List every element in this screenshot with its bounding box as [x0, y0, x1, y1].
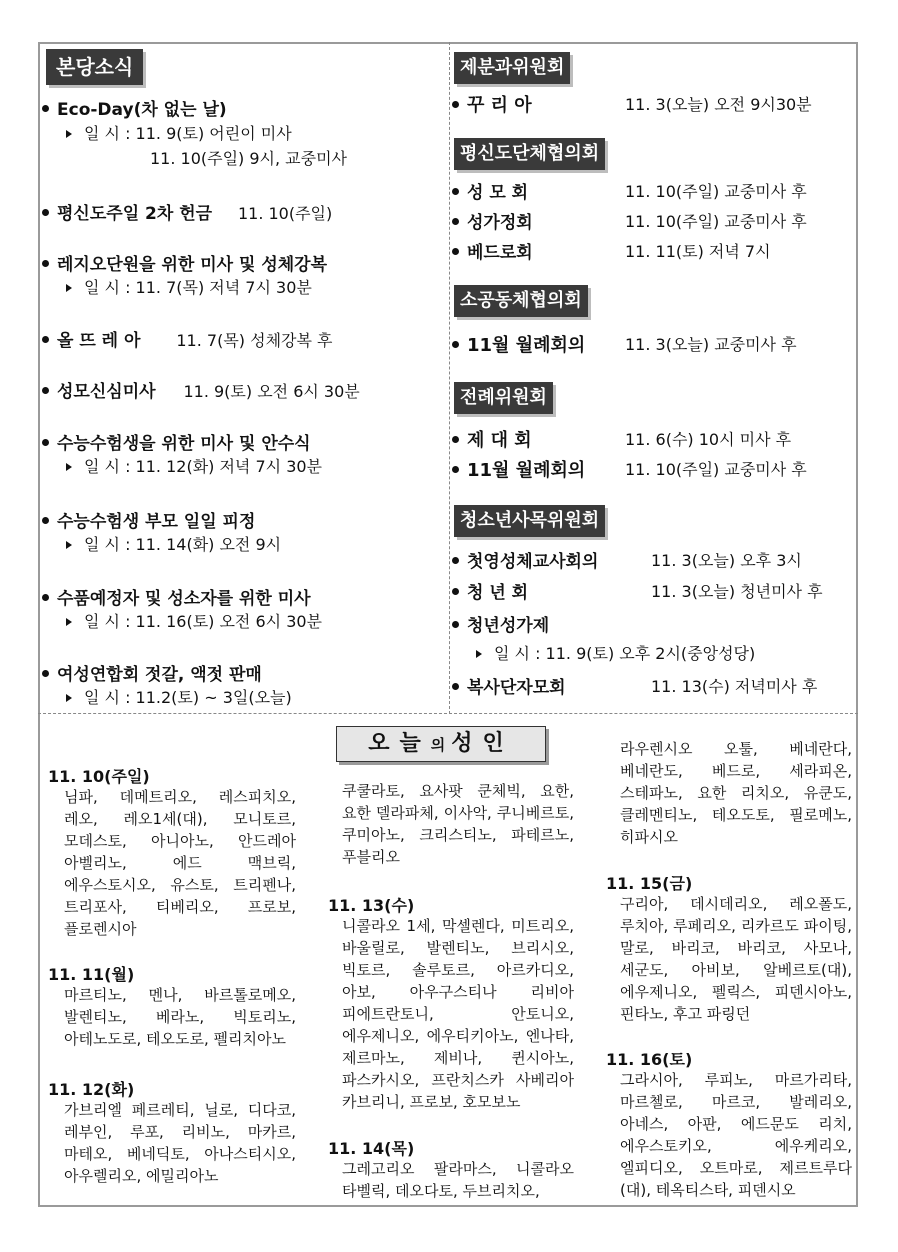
bullet-icon	[452, 683, 459, 690]
saint-names: 그라시아, 루피노, 마르가리타, 마르첼로, 마르코, 발레리오, 아네스, 아판, 에드문도 리치, 에우스토키오, 에우케리오, 엘피디오, 오트마로, 제르트루다(대), 테옥티스타, 피덴시오	[620, 1071, 852, 1199]
bullet-icon	[452, 588, 459, 595]
parish-item-exam-mass: 수능수험생을 위한 미사 및 안수식	[42, 429, 311, 454]
bullet-icon	[42, 387, 49, 394]
saint-names: 그레고리오 팔라마스, 니콜라오 타벨릭, 데오다토, 두브리치오,	[342, 1160, 574, 1200]
saint-date: 11. 15(금)	[606, 874, 693, 893]
bullet-icon	[452, 436, 459, 443]
committee-row: 제 대 회	[452, 426, 532, 452]
committee-row: 청 년 회	[452, 578, 528, 603]
triangle-bullet-icon	[66, 541, 72, 549]
item-sub: 일 시 : 11. 7(목) 저녁 7시 30분	[66, 275, 312, 298]
committee-header: 평신도단체협의회	[454, 138, 605, 170]
parish-item-women-sale: 여성연합회 젓갈, 액젓 판매	[42, 660, 262, 685]
item-value: 11. 9(토) 오전 6시 30분	[183, 382, 360, 401]
saint-date: 11. 16(토)	[606, 1050, 693, 1069]
committee-header: 청소년사목위원회	[454, 505, 605, 537]
committee-row-sub: 일 시 : 11. 9(토) 오후 2시(중앙성당)	[476, 641, 755, 664]
triangle-bullet-icon	[66, 618, 72, 626]
item-sub: 일 시 : 11. 9(토) 어린이 미사	[66, 121, 292, 144]
committee-row-value: 11. 3(오늘) 청년미사 후	[651, 582, 823, 601]
committee-header: 소공동체협의회	[454, 285, 588, 317]
committee-row: 성가정회	[452, 208, 533, 233]
committee-row: 베드로회	[452, 238, 533, 263]
committee-row-value: 11. 6(수) 10시 미사 후	[625, 430, 792, 449]
parish-item-laity-sunday: 평신도주일 2차 헌금 11. 10(주일)	[42, 199, 332, 224]
parish-item-parents-retreat: 수능수험생 부모 일일 피정	[42, 507, 255, 532]
committee-row-value: 11. 3(오늘) 오후 3시	[651, 551, 802, 570]
saint-date: 11. 12(화)	[48, 1080, 135, 1099]
triangle-bullet-icon	[476, 650, 482, 658]
committee-header: 전례위원회	[454, 382, 553, 414]
parish-item-marian-mass: 성모신심미사 11. 9(토) 오전 6시 30분	[42, 377, 360, 402]
committee-row-value: 11. 13(수) 저녁미사 후	[651, 677, 818, 696]
committee-row: 11월 월례회의	[452, 331, 585, 357]
committee-row: 청년성가제	[452, 611, 549, 636]
item-value: 11. 10(주일)	[237, 204, 333, 223]
committee-row-value: 11. 10(주일) 교중미사 후	[625, 212, 807, 231]
item-sub: 일 시 : 11. 16(토) 오전 6시 30분	[66, 609, 322, 632]
committee-row: 11월 월례회의	[452, 456, 585, 482]
committee-row-value: 11. 10(주일) 교중미사 후	[625, 182, 807, 201]
committee-row-value: 11. 10(주일) 교중미사 후	[625, 460, 807, 479]
saint-names: 쿠쿨라토, 요사팟 쿤체빅, 요한, 요한 델라파체, 이사악, 쿠니베르토, 쿠미아노, 크리스티노, 파테르노, 푸블리오	[342, 782, 574, 866]
triangle-bullet-icon	[66, 130, 72, 138]
triangle-bullet-icon	[66, 694, 72, 702]
saint-date: 11. 11(월)	[48, 965, 135, 984]
saint-names: 마르티노, 멘나, 바르톨로메오, 발렌티노, 베라노, 빅토리노, 아테노도로, 테오도로, 펠리치아노	[64, 986, 296, 1048]
parish-item-legio-mass: 레지오단원을 위한 미사 및 성체강복	[42, 250, 327, 275]
item-title: Eco-Day(차 없는 날)	[57, 100, 227, 120]
committee-row: 첫영성체교사회의	[452, 547, 598, 572]
saint-date: 11. 10(주일)	[48, 767, 150, 786]
bullet-icon	[452, 557, 459, 564]
bullet-icon	[452, 621, 459, 628]
triangle-bullet-icon	[66, 463, 72, 471]
parish-item-eco-day	[42, 95, 227, 120]
saint-names: 라우렌시오 오툴, 베네란다, 베네란도, 베드로, 세라피온, 스테파노, 요한 리치오, 유쿤도, 클레멘티노, 테오도토, 필로메노, 히파시오	[620, 740, 852, 846]
item-value: 11. 7(목) 성체강복 후	[176, 331, 333, 350]
bullet-icon	[42, 439, 49, 446]
committee-row: 꾸 리 아	[452, 91, 532, 117]
saint-names: 니콜라오 1세, 막셀렌다, 미트리오, 바울릴로, 발렌티노, 브리시오, 빅토르, 솔루토르, 아르카디오, 아보, 아우구스티나 리비아 피에트란토니, 안토니오, 에우제니오, 에우티키아노, 엔나타, 제르마노, 제비나, 퀸시아노, 파스카시오, 프란치스카 사베리아 카브리니, 프로보, 호모보노	[342, 917, 574, 1111]
parish-item-vocation-mass: 수품예정자 및 성소자를 위한 미사	[42, 584, 311, 609]
committee-row-value: 11. 3(오늘) 교중미사 후	[625, 335, 797, 354]
parish-news-header: 본당소식	[46, 49, 143, 85]
bullet-icon	[42, 594, 49, 601]
bullet-icon	[42, 517, 49, 524]
bullet-icon	[452, 101, 459, 108]
item-sub: 일 시 : 11. 14(화) 오전 9시	[66, 532, 281, 555]
bullet-icon	[42, 260, 49, 267]
bullet-icon	[452, 341, 459, 348]
bullet-icon	[42, 336, 49, 343]
bullet-icon	[452, 218, 459, 225]
saint-date: 11. 14(목)	[328, 1139, 415, 1158]
saint-names: 님파, 데메트리오, 레스피치오, 레오, 레오1세(대), 모니토르, 모데스토, 아니아노, 안드레아 아벨리노, 에드 맥브릭, 에우스토시오, 유스토, 트리펜나, 트리포사, 티베리오, 프로보, 플로렌시아	[64, 788, 296, 938]
horizontal-divider	[38, 713, 858, 714]
bullet-icon	[42, 105, 49, 112]
committee-header: 제분과위원회	[454, 52, 570, 84]
saint-date: 11. 13(수)	[328, 896, 415, 915]
committee-row-value: 11. 11(토) 저녁 7시	[625, 242, 771, 261]
saint-names: 구리아, 데시데리오, 레오폴도, 루치아, 루페리오, 리카르도 파이팅, 말로, 바리코, 바리코, 사모나, 세군도, 아비보, 알베르토(대), 에우제니오, 펠릭스, 피덴시아노, 핀타노, 후고 파링던	[620, 895, 852, 1023]
bullet-icon	[452, 466, 459, 473]
committee-row: 성 모 회	[452, 178, 528, 203]
committee-row-value: 11. 3(오늘) 오전 9시30분	[625, 95, 812, 114]
saint-names: 가브리엘 페르레티, 닐로, 디다코, 레부인, 루포, 리비노, 마카르, 마테오, 베네딕토, 아나스티시오, 아우렐리오, 에밀리아노	[64, 1101, 296, 1185]
triangle-bullet-icon	[66, 284, 72, 292]
bullet-icon	[42, 209, 49, 216]
item-sub: 11. 10(주일) 9시, 교중미사	[150, 149, 348, 168]
item-sub: 일 시 : 11. 12(화) 저녁 7시 30분	[66, 454, 322, 477]
parish-item-oltrea: 올 뜨 레 아 11. 7(목) 성체강복 후	[42, 326, 332, 351]
committee-row: 복사단자모회	[452, 673, 566, 698]
saints-title: 오늘의성인	[336, 726, 546, 762]
bullet-icon	[452, 248, 459, 255]
item-sub: 일 시 : 11.2(토) ~ 3일(오늘)	[66, 685, 292, 708]
bullet-icon	[42, 670, 49, 677]
vertical-divider	[449, 42, 450, 714]
bullet-icon	[452, 188, 459, 195]
